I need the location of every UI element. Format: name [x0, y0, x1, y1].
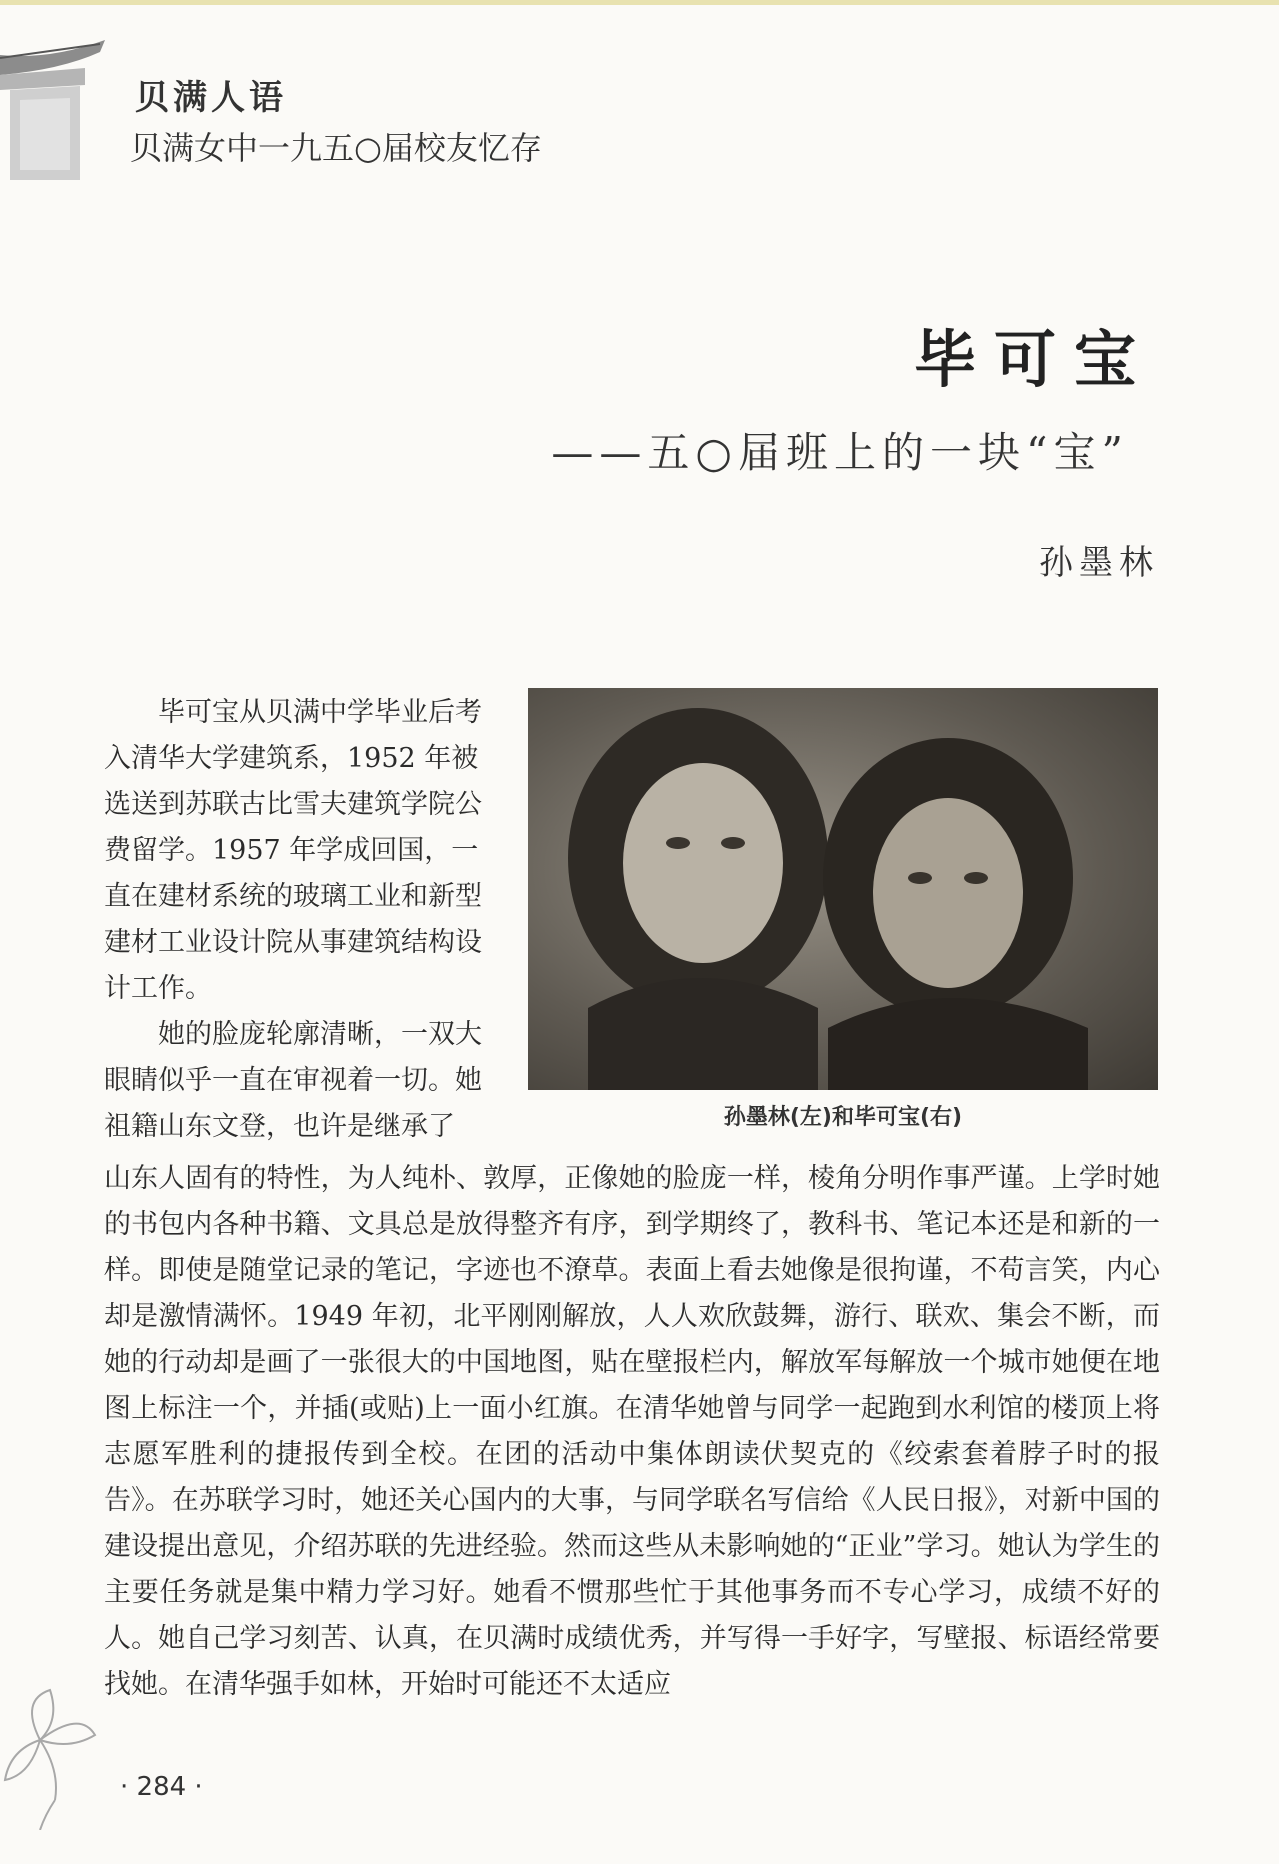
- photo-caption: 孙墨林(左)和毕可宝(右): [723, 1105, 963, 1130]
- article-title: 毕可宝: [913, 323, 1154, 396]
- paragraph: 毕可宝从贝满中学毕业后考入清华大学建筑系，1952 年被选送到苏联古比雪夫建筑学院公费留学。1957 年学成回国，一直在建材系统的玻璃工业和新型建材工业设计院从事建筑结构设计工作。: [104, 697, 482, 1004]
- main-text: 山东人固有的特性，为人纯朴、敦厚，正像她的脸庞一样，棱角分明作事严谨。上学时她的书包内各种书籍、文具总是放得整齐有序，到学期终了，教科书、笔记本还是和新的一样。即使是随堂记录的笔记，字迹也不潦草。表面上看去她像是很拘谨，不苟言笑，内心却是激情满怀。1949 年初，北平刚刚解放，人人欢欣鼓舞，游行、联欢、集会不断，而她的行动却是画了一张很大的中国地图，贴在壁报栏内，解放军每解放一个城市她便在地图上标注一个，并插(或贴)上一面小红旗。在清华她曾与同学一起跑到水利馆的楼顶上将志愿军胜利的捷报传到全校。在团的活动中集体朗读伏契克的《绞索套着脖子时的报告》。在苏联学习时，她还关心国内的大事，与同学联名写信给《人民日报》，对新中国的建设提出意见，介绍苏联的先进经验。然而这些从未影响她的“正业”学习。她认为学生的主要任务就是集中精力学习好。她看不惯那些忙于其他事务而不专心学习，成绩不好的人。她自己学习刻苦、认真，在贝满时成绩优秀，并写得一手好字，写壁报、标语经常要找她。在清华强手如林，开始时可能还不太适应: [104, 1163, 1160, 1700]
- article-author: 孙墨林: [1039, 543, 1159, 583]
- portrait-photo: [528, 688, 1158, 1090]
- top-rule: [0, 0, 1279, 5]
- article-subtitle: ——五○届班上的一块“宝”: [551, 428, 1129, 477]
- page-number: · 284 ·: [120, 1772, 203, 1802]
- paragraph: 她的脸庞轮廓清晰，一双大眼睛似乎一直在审视着一切。她祖籍山东文登，也许是继承了: [104, 1019, 482, 1142]
- portrait-photo-figures: [528, 688, 1158, 1090]
- section-title: 贝满人语: [135, 78, 287, 118]
- flower-decoration: [0, 1680, 110, 1830]
- pagoda-roof-decoration: [0, 30, 110, 180]
- column-text: [104, 690, 504, 1150]
- book-title: 贝满女中一九五○届校友忆存: [130, 129, 542, 167]
